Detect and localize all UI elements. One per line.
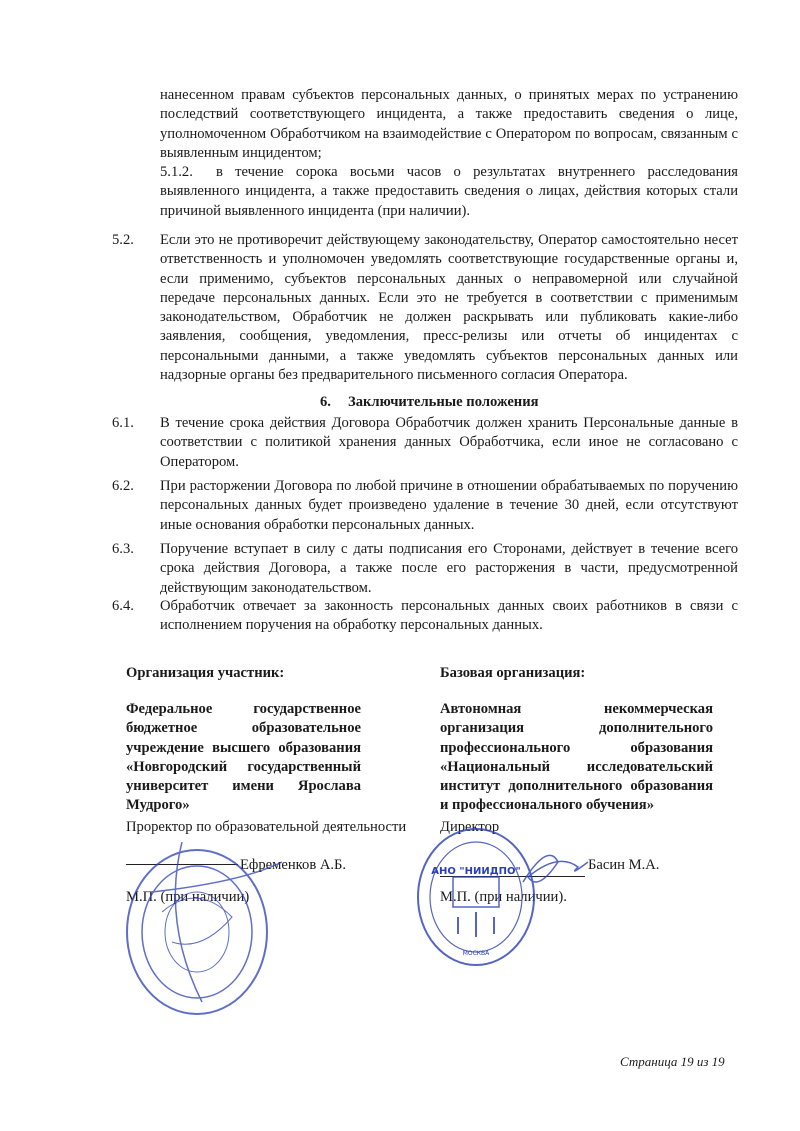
section-heading <box>320 393 539 412</box>
right-organization: Автономная некоммерческая организация дополнительного профессионального образования «Национальный исследовательский институт дополнительного образования и профессионального обучения» <box>440 701 713 814</box>
paragraph-5-2: Если это не противоречит действующему законодательству, Оператор самостоятельно несет ответственность и уполномочен уведомлять соответствующие государственные органы и, если применимо, субъектов персональных данных о неправомерной или случайной передаче персональных данных. Если это не требуется в соответствии с применимым законодательством, Обработчик не должен раскрывать или публиковать какие-либо заявления, сообщения, уведомления, пресс-релизы или отчеты об инцидентах с персональными данными, а также уведомлять субъектов персональных данных или надзорные органы без предварительного письменного согласия Оператора. <box>160 232 738 384</box>
left-label: Организация участник: <box>126 665 285 681</box>
section-number: 6. <box>320 394 331 410</box>
paragraph-6-4: Обработчик отвечает за законность персональных данных своих работников в связи с исполнением поручения на обработку персональных данных. <box>160 598 738 634</box>
paragraph-6-2: При расторжении Договора по любой причине в отношении обрабатываемых по поручению персональных данных будет произведено удаление в течение 30 дней, если отсутствуют иные основания обработки персональных данных. <box>160 478 738 533</box>
paragraph-number: 6.4. <box>112 598 134 614</box>
right-position: Директор <box>440 819 500 835</box>
left-seal-label: М.П. (при наличии) <box>126 889 250 905</box>
right-seal-label: М.П. (при наличии). <box>440 889 567 905</box>
paragraph-number: 5.2. <box>112 232 134 248</box>
paragraph-number: 5.1.2. <box>160 164 193 180</box>
left-stamp-icon <box>122 822 292 1022</box>
stamp-text: АНО "НИИДПО" <box>431 866 521 877</box>
right-stamp-icon <box>408 822 608 972</box>
paragraph-number: 6.1. <box>112 415 134 431</box>
left-organization: Федеральное государственное бюджетное образовательное учреждение высшего образования «Новгородский государственный университет имени Ярослава Мудрого» <box>126 701 361 814</box>
right-label: Базовая организация: <box>440 665 586 681</box>
page-number: Страница 19 из 19 <box>620 1054 725 1069</box>
paragraph-number: 6.3. <box>112 541 134 557</box>
left-signatory-name: Ефременков А.Б. <box>240 857 347 873</box>
left-position: Проректор по образовательной деятельности <box>126 819 407 835</box>
paragraph-number: 6.2. <box>112 478 134 494</box>
paragraph-6-1: В течение срока действия Договора Обработчик должен хранить Персональные данные в соответствии с политикой хранения данных Обработчика, если иное не согласовано с Оператором. <box>160 415 738 470</box>
paragraph-5-1-2 <box>160 163 738 221</box>
paragraph-5-1-1-tail: нанесенном правам субъектов персональных данных, о принятых мерах по устранению последствий соответствующего инцидента, а также предоставить сведения о лице, уполномоченном Обработчиком на взаимодействие с Оператором по вопросам, связанным с выявленным инцидентом; <box>160 87 738 161</box>
paragraph-text: в течение сорока восьми часов о результатах внутреннего расследования выявленного инцидента, а также предоставить сведения о лицах, действия которых стали причиной выявленного инцидента (при наличии). <box>160 164 738 219</box>
paragraph-6-3: Поручение вступает в силу с даты подписания его Сторонами, действует в течение всего срока действия Договора, а также после его расторжения в части, предусмотренной действующим законодательством. <box>160 541 738 596</box>
section-title: Заключительные положения <box>348 394 539 410</box>
right-signatory-name: Басин М.А. <box>588 857 660 873</box>
stamp-city: МОСКВА <box>462 950 490 957</box>
